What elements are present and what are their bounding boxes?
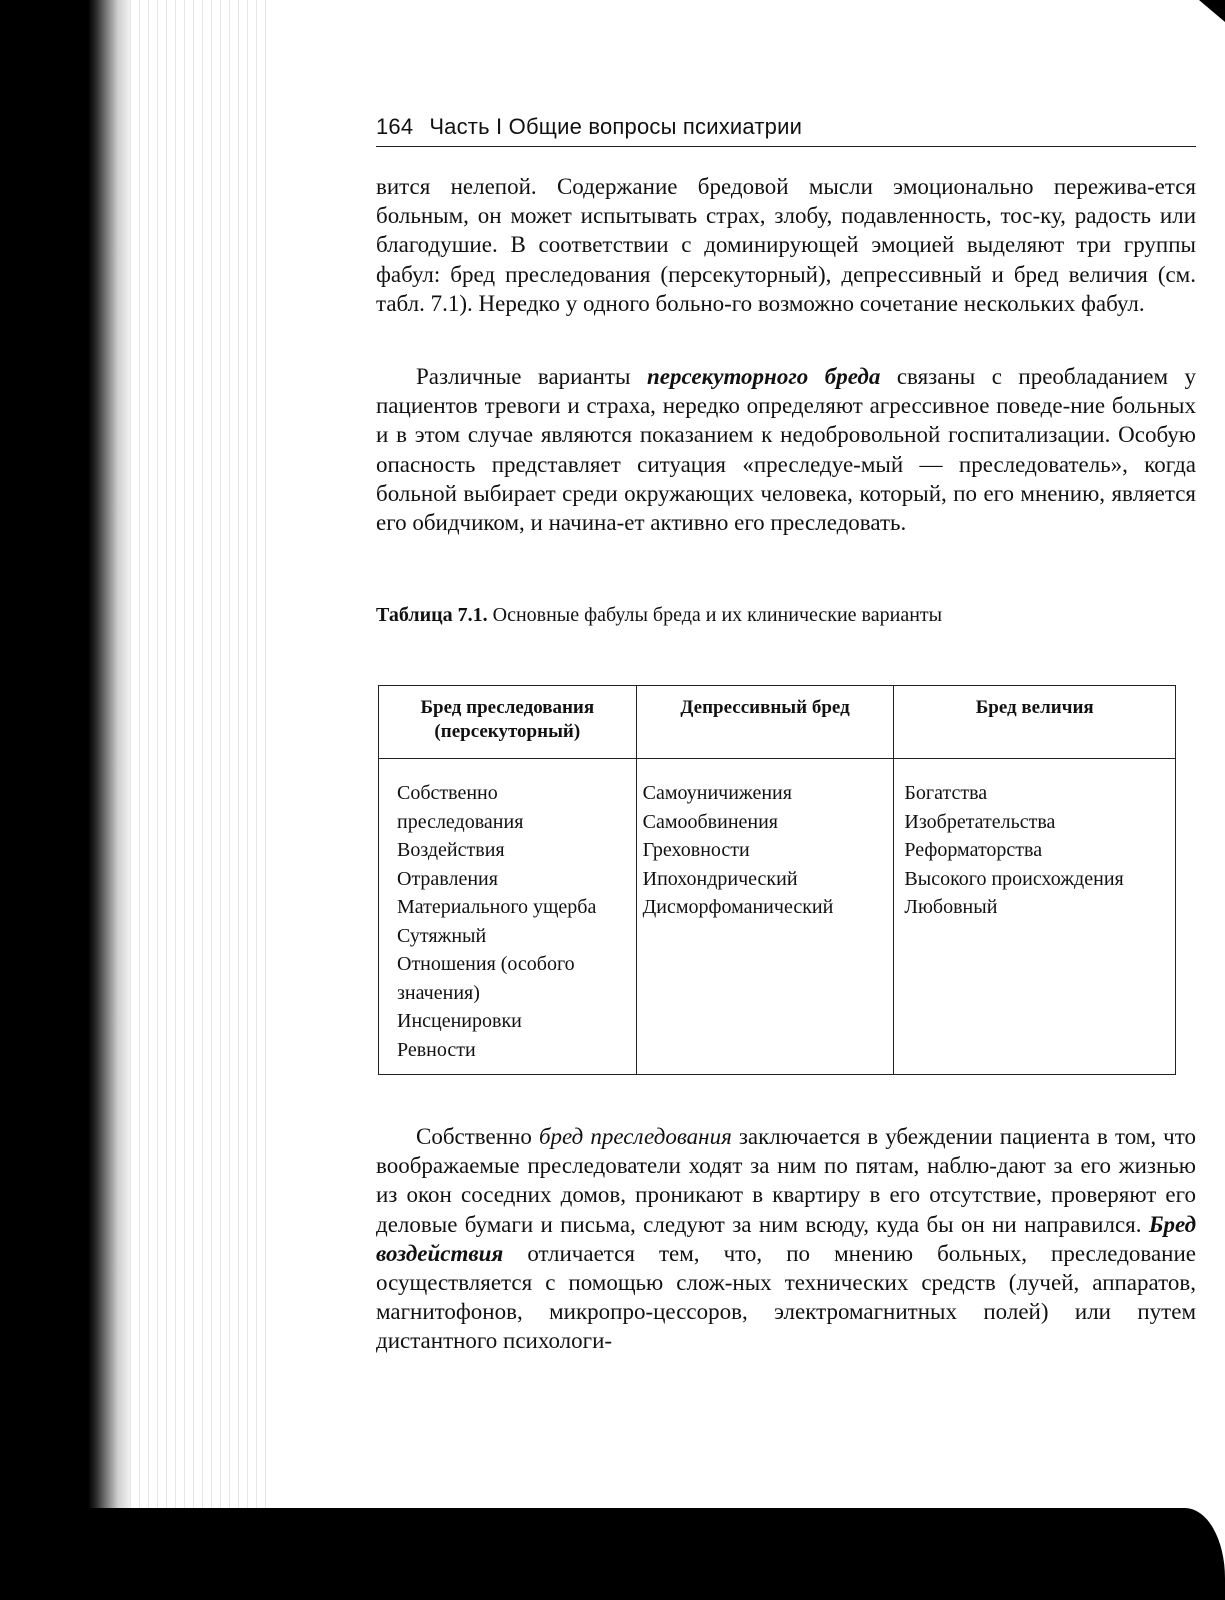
table-caption — [376, 604, 942, 627]
list-item: Собственно преследования — [397, 782, 524, 833]
list-item: Самообвинения — [642, 810, 779, 833]
corner-mark — [1199, 0, 1225, 22]
list-item: Изобретательства — [904, 810, 1056, 833]
term-influence-delusion: Бред воздействия — [376, 1211, 1196, 1266]
term-persecutory-delusion: персекуторного бреда — [646, 364, 881, 389]
paragraph-3-middle: заключается в убеждении пациента в том, что воображаемые преследователи ходят за ним по пятам, наблю-дают за его жизнью из окон соседних домов, проникают в квартиру в его отсутствие, проверяют его деловые бумаги и письма, следуют за ним всюду, куда бы он ни направился. — [376, 1124, 1196, 1237]
paragraph-2-rest: связаны с преобладанием у пациентов тревоги и страха, нередко определяют агрессивное поведе-ние больных и в этом случае являются показанием к недобровольной госпитализации. Особую опасность представляет ситуация «преследуе-мый — преследователь», когда больной выбирает среди окружающих человека, который, по его мнению, является его обидчиком, и начина-ет активно его преследовать. — [376, 364, 1196, 536]
table-header-row — [379, 686, 1176, 759]
paragraph-3 — [376, 1122, 1196, 1356]
paragraph-3-start: Собственно — [416, 1124, 539, 1149]
list-item: Самоуничижения — [642, 782, 792, 804]
list-item: Богатства — [904, 782, 988, 804]
col-persecution-items — [379, 759, 637, 1075]
table-caption-label: Таблица 7.1. — [376, 604, 488, 626]
table-row — [379, 759, 1176, 1075]
list-item: Сутяжный — [397, 924, 487, 947]
list-item: Инсценировки — [397, 1010, 522, 1032]
paragraph-2 — [376, 362, 1196, 537]
term-persecution-delusion: бред преследования — [538, 1124, 732, 1149]
paragraph-3-rest: отличается тем, что, по мнению больных, преследование осуществляется с помощью слож-ных технических средств (лучей, аппаратов, магнитофонов, микропро-цессоров, электромагнитных полей) или путем дистантного психологи- — [376, 1240, 1196, 1354]
list-item: Отравления — [397, 867, 498, 890]
running-title: Часть I Общие вопросы психиатрии — [429, 114, 803, 139]
running-header — [376, 114, 802, 140]
list-item: Высокого происхождения — [904, 867, 1124, 890]
paragraph-1 — [376, 172, 1196, 318]
delusion-table — [378, 685, 1176, 1075]
list-item: Греховности — [642, 839, 750, 861]
list-item: Реформаторства — [904, 839, 1043, 861]
header-depressive: Депрессивный бред — [636, 686, 894, 759]
list-item: Дисморфоманический — [642, 896, 834, 918]
table-caption-text: Основные фабулы бреда и их клинические варианты — [487, 604, 943, 626]
page-edge-lines — [130, 0, 270, 1600]
header-grandeur: Бред величия — [894, 686, 1176, 759]
bottom-scan-shadow — [0, 1508, 1225, 1600]
list-item: Материального ущерба — [397, 896, 597, 918]
list-item: Ревности — [397, 1038, 476, 1061]
col-depressive-items — [636, 759, 894, 1075]
col-grandeur-items — [894, 759, 1176, 1075]
header-persecution: Бред преследования (персекуторный) — [379, 686, 637, 759]
list-item: Отношения (особого значения) — [397, 953, 575, 1004]
list-item: Ипохондрический — [642, 867, 798, 890]
list-item: Воздействия — [397, 839, 505, 861]
book-spine-shadow — [0, 0, 130, 1600]
page-number: 164 — [376, 114, 414, 139]
paragraph-2-start: Различные варианты — [416, 364, 647, 389]
list-item: Любовный — [904, 896, 998, 918]
paragraph-1-text: вится нелепой. Содержание бредовой мысли эмоционально пережива-ется больным, он может испытывать страх, злобу, подавленность, тос-ку, радость или благодушие. В соответствии с доминирующей эмоцией выделяют три группы фабул: бред преследования (персекуторный), депрессивный и бред величия (см. табл. 7.1). Нередко у одного больно-го возможно сочетание нескольких фабул. — [376, 174, 1196, 316]
header-rule — [376, 146, 1196, 147]
